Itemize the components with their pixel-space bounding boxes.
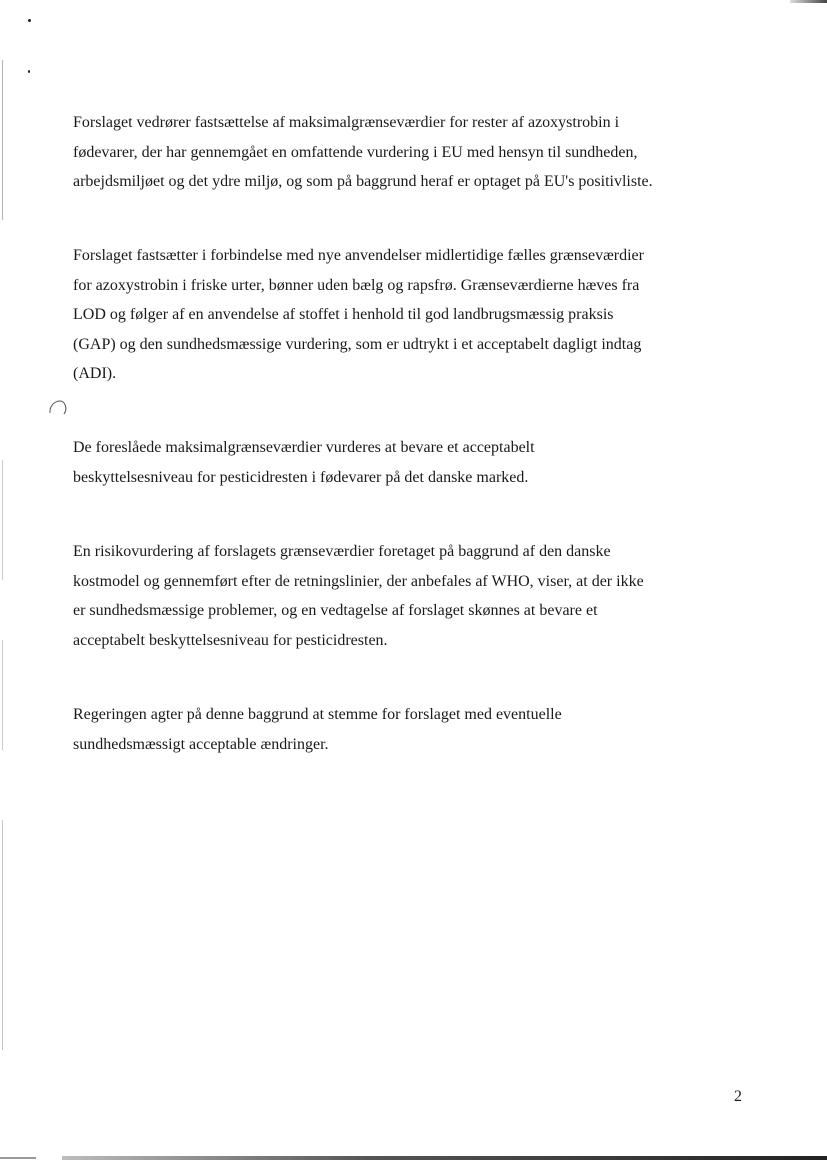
punch-hole-mark-icon	[46, 397, 70, 421]
paragraph-line: Forslaget vedrører fastsættelse af maksimalgrænseværdier for rester af azoxystrobin i	[73, 114, 620, 131]
paragraph-2	[73, 241, 753, 389]
scan-artifact-bottom	[62, 1156, 827, 1160]
paragraph-line: Regeringen agter på denne baggrund at stemme for forslaget med eventuelle	[73, 706, 562, 723]
paragraph-line: Forslaget fastsætter i forbindelse med nye anvendelser midlertidige fælles grænseværdier	[73, 247, 644, 264]
scan-left-edge	[2, 820, 3, 1050]
paragraph-line: LOD og følger af en anvendelse af stoffet i henhold til god landbrugsmæssig praksis	[73, 306, 614, 323]
scan-left-edge	[2, 60, 3, 220]
paragraph-line: acceptabelt beskyttelsesniveau for pesticidresten.	[73, 631, 388, 649]
paragraph-line: De foreslåede maksimalgrænseværdier vurderes at bevare et acceptabelt	[73, 439, 535, 456]
paragraph-line: (GAP) og den sundhedsmæssige vurdering, som er udtrykt i et acceptabelt dagligt indtag	[73, 335, 642, 353]
scan-artifact-top	[790, 0, 827, 3]
paragraph-5	[73, 700, 753, 759]
paragraph-line: kostmodel og gennemført efter de retningslinier, der anbefales af WHO, viser, at der ikke	[73, 572, 644, 590]
paragraph-line: er sundhedsmæssige problemer, og en vedtagelse af forslaget skønnes at bevare et	[73, 602, 598, 619]
scan-left-edge	[2, 460, 3, 580]
paragraph-1	[73, 108, 753, 197]
page-number: 2	[734, 1088, 742, 1105]
scan-left-edge	[2, 640, 3, 750]
paragraph-line: arbejdsmiljøet og det ydre miljø, og som på baggrund heraf er optaget på EU's positivliste.	[73, 173, 653, 190]
paragraph-3	[73, 433, 753, 492]
scan-artifact-bottom-left	[0, 1157, 36, 1159]
scan-speck	[28, 70, 30, 73]
paragraph-line: for azoxystrobin i friske urter, bønner uden bælg og rapsfrø. Grænseværdierne hæves fra	[73, 276, 640, 294]
paragraph-line: (ADI).	[73, 365, 117, 382]
paragraph-line: beskyttelsesniveau for pesticidresten i fødevarer på det danske marked.	[73, 468, 529, 486]
scan-speck	[28, 19, 31, 22]
paragraph-line: sundhedsmæssigt acceptable ændringer.	[73, 735, 329, 753]
paragraph-4	[73, 537, 753, 655]
paragraph-line: En risikovurdering af forslagets grænseværdier foretaget på baggrund af den danske	[73, 543, 611, 560]
paragraph-line: fødevarer, der har gennemgået en omfattende vurdering i EU med hensyn til sundheden,	[73, 143, 638, 161]
